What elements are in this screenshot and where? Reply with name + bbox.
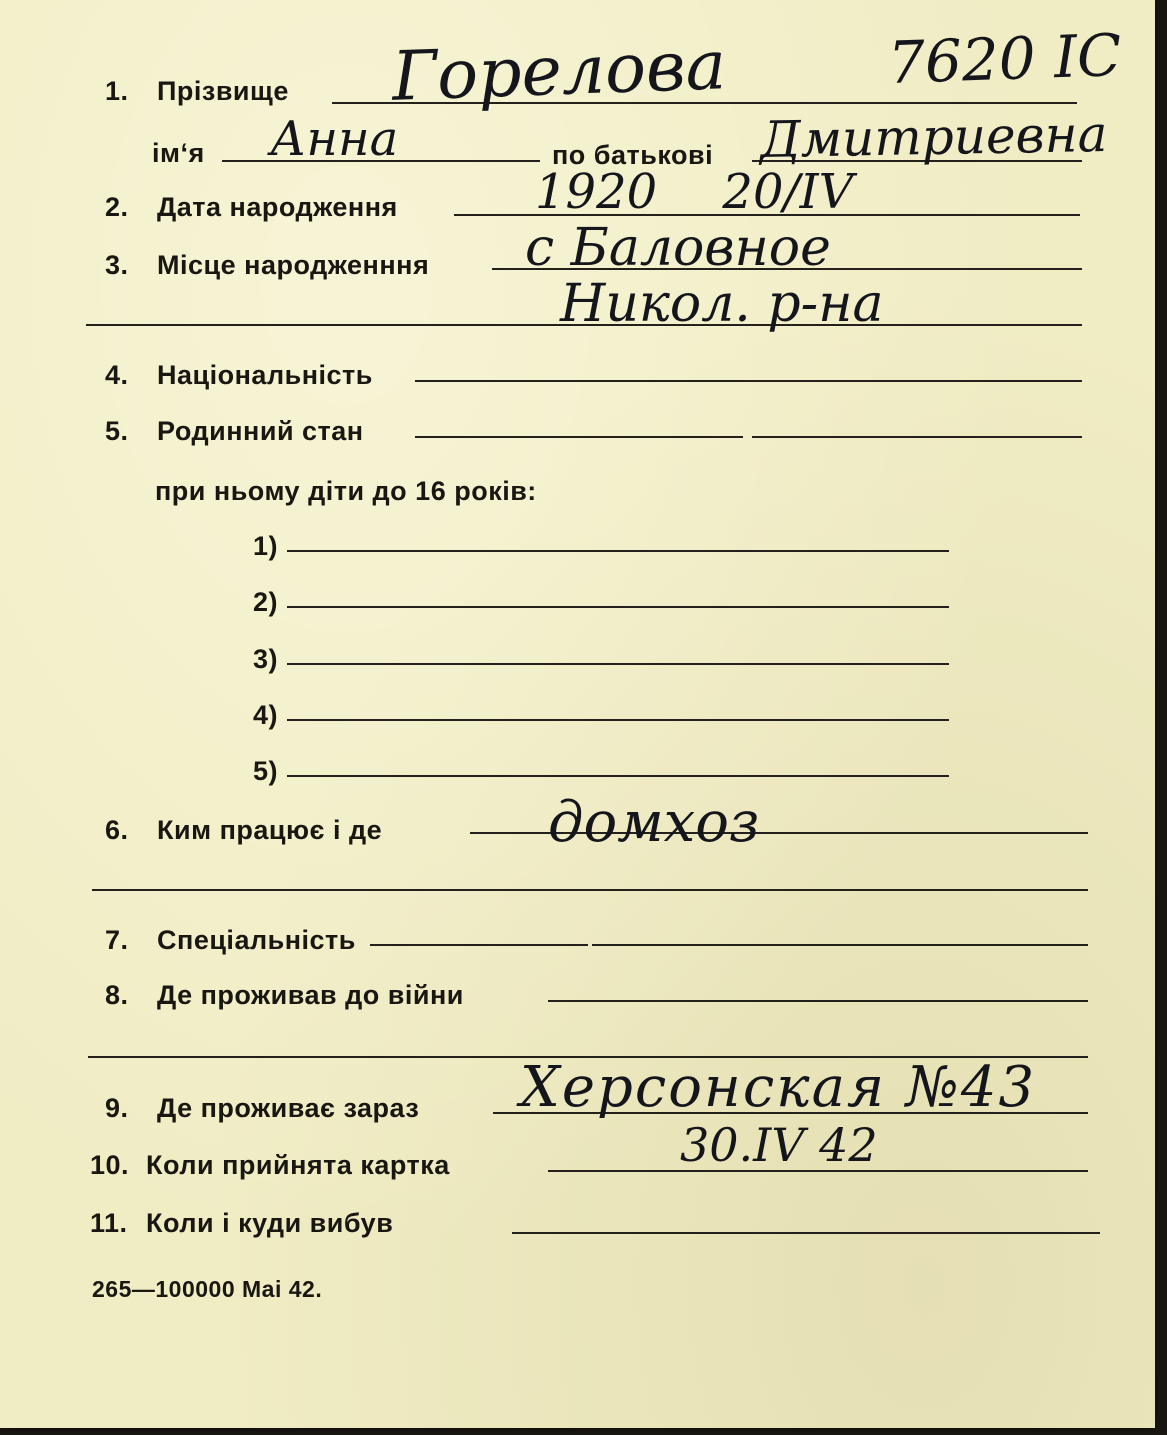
field-6-number: 6. (105, 815, 129, 845)
field-9-number: 9. (105, 1093, 129, 1123)
field-patronymic-value: Дмитриевна (759, 104, 1108, 170)
field-2-number: 2. (105, 192, 129, 222)
field-name-label: ім‘я (152, 138, 205, 168)
field-2-value: 1920 20/IV (535, 164, 854, 220)
field-8-line (548, 1000, 1088, 1002)
field-3-value-2: Никол. р-на (560, 274, 884, 334)
field-4-label: Національність (157, 360, 373, 390)
field-10-number: 10. (90, 1150, 130, 1180)
child-2-line (287, 606, 949, 608)
field-7-label: Спеціальність (157, 925, 356, 955)
field-1-value: Горелова (390, 26, 728, 117)
field-3-label: Місце народженння (157, 250, 430, 280)
child-1-line (287, 550, 949, 552)
field-5-line-a (415, 436, 743, 438)
field-8-label-row (105, 982, 464, 1009)
field-4-number: 4. (105, 360, 129, 390)
field-6-label-row (105, 817, 382, 844)
field-11-line (512, 1232, 1100, 1234)
field-1-label: Прізвище (157, 76, 289, 106)
field-9-label-row (105, 1095, 419, 1122)
field-7-label-row (105, 927, 356, 954)
field-10-label: Коли прийнята картка (146, 1150, 450, 1180)
field-5-number: 5. (105, 416, 129, 446)
field-3-number: 3. (105, 250, 129, 280)
child-4-line (287, 719, 949, 721)
field-10-label-row (90, 1152, 450, 1179)
field-5-label: Родинний стан (157, 416, 364, 446)
child-3-line (287, 663, 949, 665)
field-3-value: с Баловное (525, 218, 831, 278)
field-7-line-a (370, 944, 588, 946)
field-11-label: Коли і куди вибув (146, 1208, 394, 1238)
field-6-label: Ким працює і де (157, 815, 383, 845)
field-8-label: Де проживав до війни (157, 980, 464, 1010)
field-5-line-b (752, 436, 1082, 438)
field-2-label-row (105, 194, 398, 221)
field-1-number: 1. (105, 76, 129, 106)
child-5-line (287, 775, 949, 777)
field-3-label-row (105, 252, 429, 279)
field-name-value: Анна (270, 111, 399, 167)
print-footer: 265—100000 Mai 42. (92, 1276, 323, 1302)
child-4-number: 4) (253, 700, 279, 730)
field-11-number: 11. (90, 1208, 128, 1238)
child-5-number: 5) (253, 756, 279, 786)
field-7-line-b (592, 944, 1088, 946)
field-8-number: 8. (105, 980, 129, 1010)
field-4-line (415, 380, 1082, 382)
child-2-number: 2) (253, 587, 279, 617)
field-9-label: Де проживає зараз (157, 1093, 420, 1123)
field-6-line-2 (92, 889, 1088, 891)
field-patronymic-label: по батькові (552, 140, 714, 170)
child-1-number: 1) (253, 531, 279, 561)
children-heading: при ньому діти до 16 років: (155, 476, 537, 506)
field-5-label-row (105, 418, 364, 445)
field-9-value: Херсонская №43 (520, 1055, 1037, 1120)
field-10-value: 30.IV 42 (680, 1118, 878, 1172)
child-3-number: 3) (253, 644, 279, 674)
field-6-value: домхоз (548, 790, 760, 855)
field-7-number: 7. (105, 925, 129, 955)
field-2-label: Дата народження (157, 192, 398, 222)
field-1-label-row (105, 78, 289, 105)
field-4-label-row (105, 362, 373, 389)
archive-number: 7620 ІС (886, 20, 1123, 98)
field-11-label-row (90, 1210, 393, 1237)
